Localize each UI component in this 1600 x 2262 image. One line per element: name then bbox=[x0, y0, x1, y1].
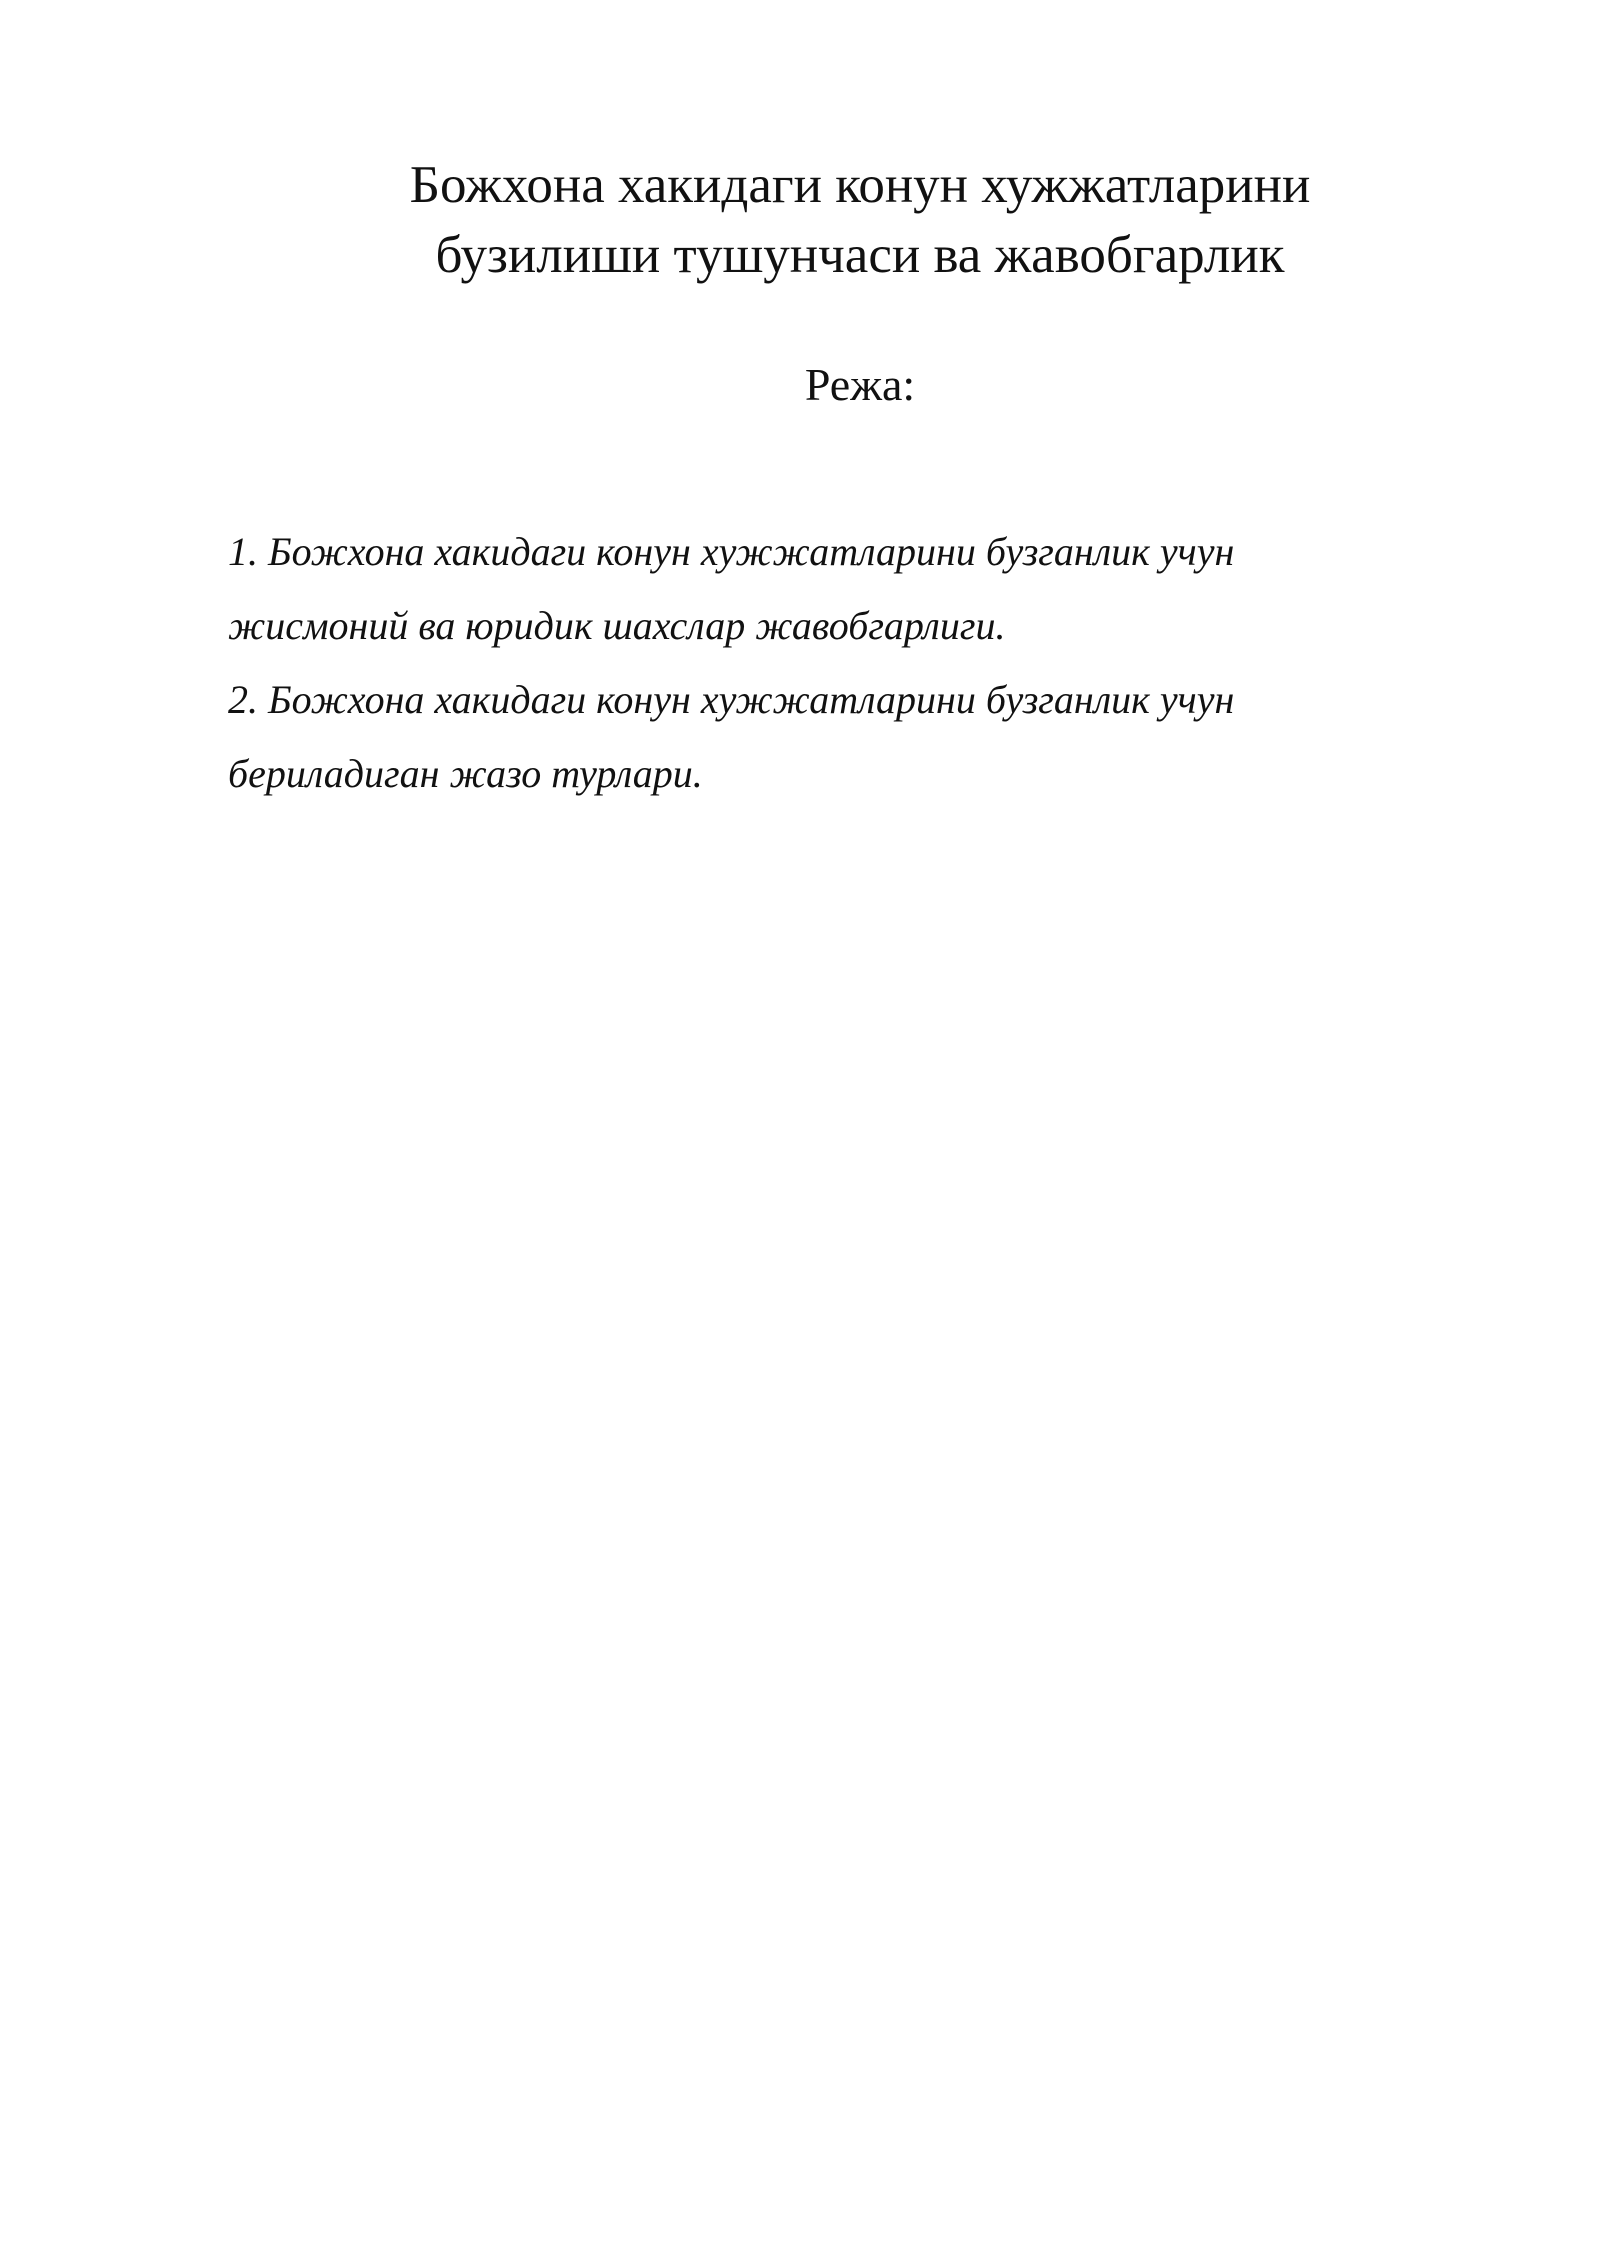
plan-item-line: 1. Божхона хакидаги конун хужжатларини бузганлик учун bbox=[228, 529, 1235, 574]
plan-item-line: жисмоний ва юридик шахслар жавобгарлиги. bbox=[228, 603, 1006, 648]
document-title-line: Божхона хакидаги конун хужжатларини bbox=[409, 156, 1311, 214]
plan-heading: Режа: bbox=[804, 359, 916, 410]
document-title-line: бузилиши тушунчаси ва жавобгарлик bbox=[435, 226, 1285, 284]
plan-item-line: 2. Божхона хакидаги конун хужжатларини бузганлик учун bbox=[228, 677, 1235, 722]
plan-item bbox=[228, 515, 1378, 663]
plan-item bbox=[228, 663, 1378, 811]
plan-item-line: бериладиган жазо турлари. bbox=[228, 751, 703, 796]
plan-list bbox=[228, 515, 1378, 811]
document-title bbox=[340, 150, 1380, 290]
